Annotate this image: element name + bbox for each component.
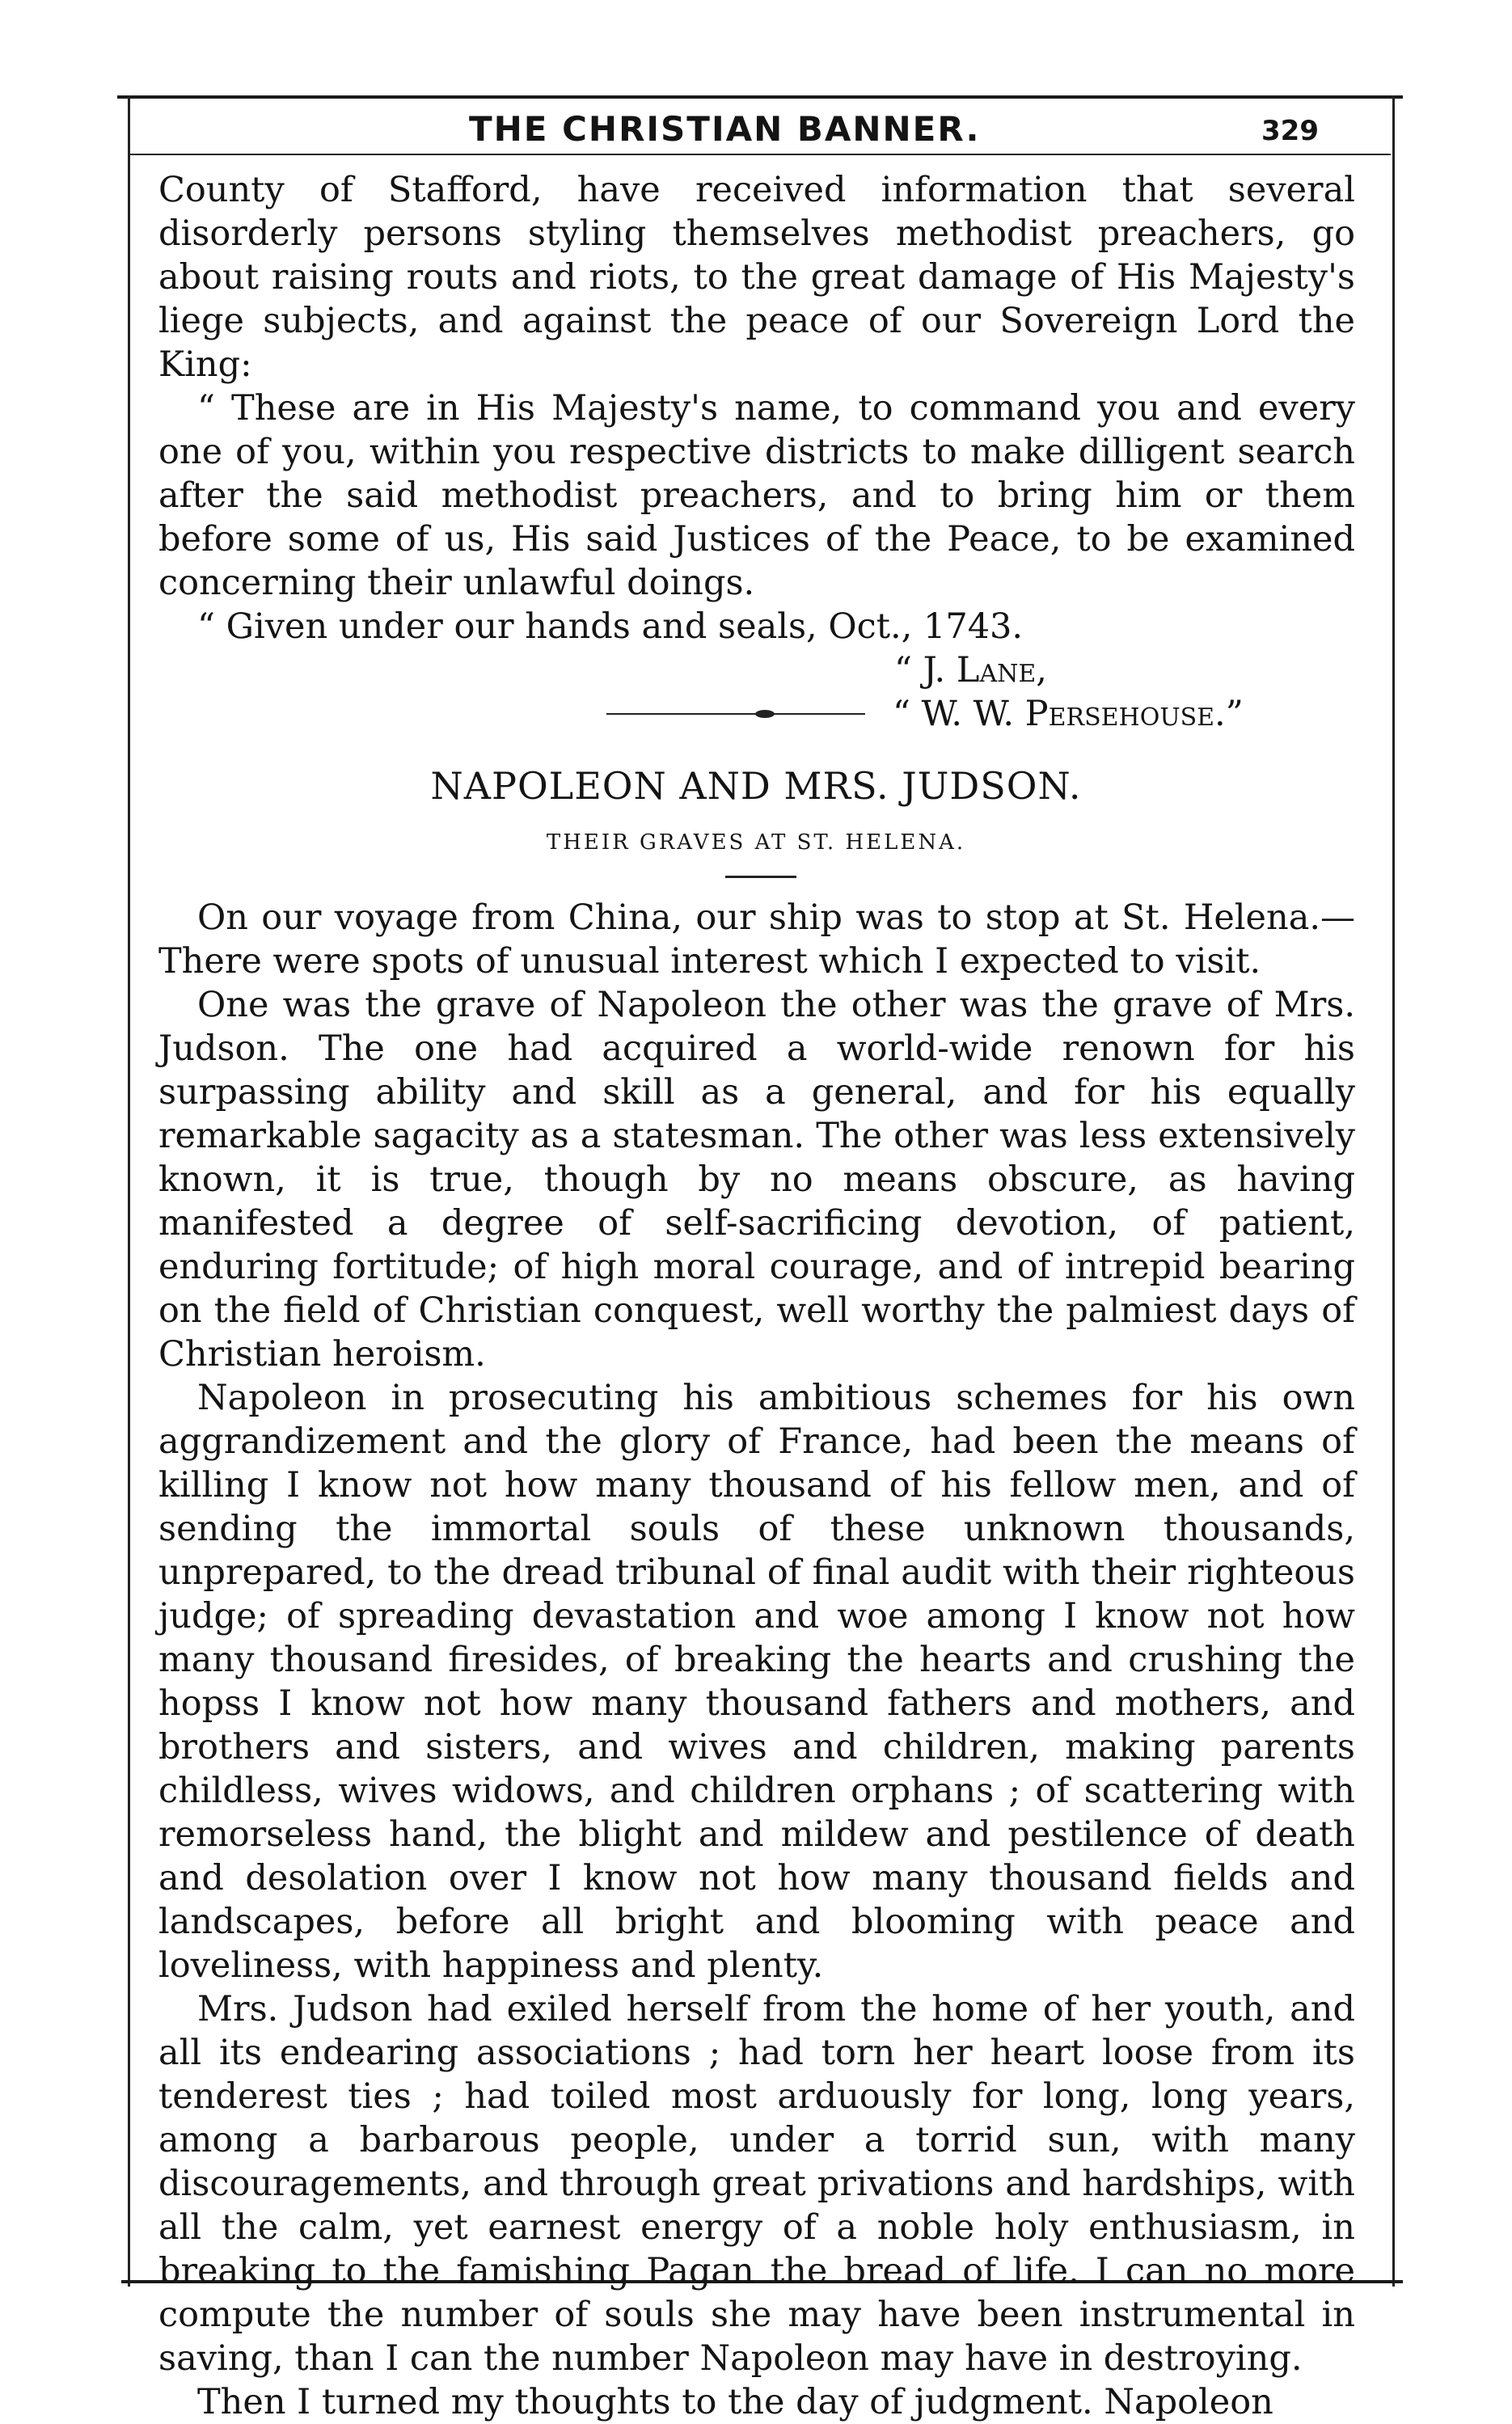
article-paragraph: One was the grave of Napoleon the other was the grave of Mrs. Judson. The one had acquired a world-wide renown for his surpassing ability and skill as a general, and for his equally remarkable sagacity as a statesman. The other was less extensively known, it is true, though by no means obscure, as having manifested a degree of self-sacrificing devotion, of patient, enduring fortitude; of high moral courage, and of intrepid bearing on the field of Christian conquest, well worthy the palmiest days of Christian heroism. [158, 985, 1355, 1375]
article-title: NAPOLEON AND MRS. JUDSON. [430, 764, 1082, 808]
article-paragraph: Napoleon in prosecuting his ambitious schemes for his own aggrandizement and the glory of France, had been the means of killing I know not how many thousand of his fellow men, and of sending the immortal souls of these unknown thousands, unprepared, to the dread tribunal of final audit with their righteous judge; of spreading devastation and woe among I know not how many thousand firesides, of breaking the hearts and crushing the hopss I know not how many thousand fathers and mothers, and brothers and sisters, and wives and children, making parents childless, wives widows, and children orphans ; of scattering with remorseless hand, the blight and mildew and pestilence of death and desolation over I know not how many thousand fields and landscapes, before all bright and blooming with peace and loveliness, with happiness and plenty. [158, 1378, 1355, 1986]
subtitle-rule [725, 876, 796, 878]
section-divider-ornament [606, 706, 865, 722]
signatory: “ W. W. Persehouse.” [893, 694, 1244, 734]
article-body [158, 896, 1355, 2424]
signatory: “ J. Lane, [894, 650, 1047, 690]
article-subtitle: THEIR GRAVES AT ST. HELENA. [546, 830, 966, 855]
article-paragraph: On our voyage from China, our ship was to stop at St. Helena.— There were spots of unusual interest which I expected to visit. [158, 897, 1355, 982]
header-rule [129, 154, 1391, 155]
warrant-text [158, 168, 1355, 736]
running-title: THE CHRISTIAN BANNER. [469, 109, 981, 149]
article-paragraph: Mrs. Judson had exiled herself from the home of her youth, and all its endearing associations ; had torn her heart loose from its tenderest ties ; had toiled most arduously for long, long years, among a barbarous people, under a torrid sun, with many discouragements, and through great privations and hardships, with all the calm, yet earnest energy of a noble holy enthusiasm, in breaking to the famishing Pagan the bread of life. I can no more compute the number of souls she may have been instrumental in saving, than I can the number Napoleon may have in destroying. [158, 1989, 1355, 2379]
warrant-paragraph: “ Given under our hands and seals, Oct., 1743. [197, 606, 1024, 647]
warrant-paragraph: “ These are in His Majesty's name, to command you and every one of you, within you respective districts to make dilligent search after the said methodist preachers, and to bring him or them before some of us, His said Justices of the Peace, to be examined concerning their unlawful doings. [158, 388, 1355, 603]
warrant-paragraph: County of Stafford, have received information that several disorderly persons styling themselves methodist preachers, go about raising routs and riots, to the great damage of His Majesty's liege subjects, and against the peace of our Sovereign Lord the King: [158, 170, 1355, 385]
page-number: 329 [1261, 115, 1319, 147]
article-paragraph: Then I turned my thoughts to the day of judgment. Napoleon [197, 2382, 1273, 2422]
